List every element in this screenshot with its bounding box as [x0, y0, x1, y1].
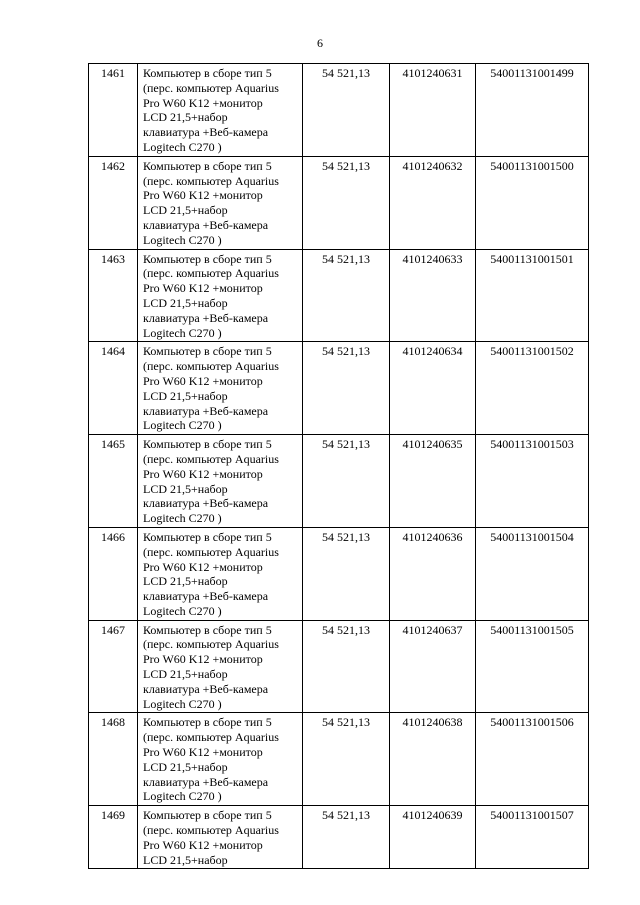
description-line: Pro W60 K12 +монитор: [143, 188, 263, 203]
description-line: клавиатура +Веб-камера: [143, 125, 269, 140]
description-line: Logitech C270 ): [143, 325, 222, 340]
description-cell: [138, 620, 303, 713]
description-line: (перс. компьютер Aquarius: [143, 173, 279, 188]
description-line: Pro W60 K12 +монитор: [143, 559, 263, 574]
inventory-number-cell: 4101240632: [390, 156, 476, 249]
table-row: [89, 620, 589, 713]
inventory-number-cell: 4101240635: [390, 435, 476, 528]
account-code-cell: 54001131001507: [476, 806, 589, 869]
description-line: Logitech C270 ): [143, 603, 222, 618]
account-code-cell: 54001131001505: [476, 620, 589, 713]
description-line: LCD 21,5+набор: [143, 852, 228, 867]
description-line: Logitech C270 ): [143, 696, 222, 711]
description-line: LCD 21,5+набор: [143, 667, 228, 682]
price-cell: 54 521,13: [303, 156, 390, 249]
description-line: LCD 21,5+набор: [143, 295, 228, 310]
description-line: LCD 21,5+набор: [143, 481, 228, 496]
description-line: клавиатура +Веб-камера: [143, 589, 269, 604]
description-line: LCD 21,5+набор: [143, 574, 228, 589]
description-line: Компьютер в сборе тип 5: [143, 344, 272, 359]
description-cell: [138, 342, 303, 435]
description-line: Pro W60 K12 +монитор: [143, 373, 263, 388]
inventory-number-cell: 4101240636: [390, 527, 476, 620]
price-cell: 54 521,13: [303, 713, 390, 806]
inventory-number-cell: 4101240637: [390, 620, 476, 713]
description-line: Pro W60 K12 +монитор: [143, 466, 263, 481]
table-row: [89, 64, 589, 157]
table-row: [89, 156, 589, 249]
table-row: [89, 249, 589, 342]
description-line: Компьютер в сборе тип 5: [143, 715, 272, 730]
description-line: Компьютер в сборе тип 5: [143, 808, 272, 823]
description-line: LCD 21,5+набор: [143, 110, 228, 125]
description-line: Logitech C270 ): [143, 789, 222, 804]
description-line: (перс. компьютер Aquarius: [143, 359, 279, 374]
inventory-number-cell: 4101240638: [390, 713, 476, 806]
description-cell: [138, 527, 303, 620]
price-cell: 54 521,13: [303, 620, 390, 713]
description-line: (перс. компьютер Aquarius: [143, 451, 279, 466]
description-line: (перс. компьютер Aquarius: [143, 80, 279, 95]
account-code-cell: 54001131001499: [476, 64, 589, 157]
row-number-cell: 1464: [89, 342, 138, 435]
inventory-number-cell: 4101240639: [390, 806, 476, 869]
description-line: (перс. компьютер Aquarius: [143, 730, 279, 745]
row-number-cell: 1467: [89, 620, 138, 713]
price-cell: 54 521,13: [303, 527, 390, 620]
description-line: Компьютер в сборе тип 5: [143, 66, 272, 80]
row-number-cell: 1465: [89, 435, 138, 528]
inventory-number-cell: 4101240633: [390, 249, 476, 342]
description-line: (перс. компьютер Aquarius: [143, 544, 279, 559]
table-row: [89, 435, 589, 528]
description-line: LCD 21,5+набор: [143, 203, 228, 218]
description-line: Компьютер в сборе тип 5: [143, 251, 272, 266]
account-code-cell: 54001131001503: [476, 435, 589, 528]
description-line: клавиатура +Веб-камера: [143, 403, 269, 418]
description-cell: [138, 249, 303, 342]
description-line: LCD 21,5+набор: [143, 759, 228, 774]
description-line: клавиатура +Веб-камера: [143, 217, 269, 232]
description-line: Pro W60 K12 +монитор: [143, 652, 263, 667]
price-cell: 54 521,13: [303, 249, 390, 342]
price-cell: 54 521,13: [303, 806, 390, 869]
description-cell: [138, 435, 303, 528]
description-cell: [138, 806, 303, 869]
description-line: клавиатура +Веб-камера: [143, 496, 269, 511]
table-row: [89, 527, 589, 620]
row-number-cell: 1461: [89, 64, 138, 157]
description-cell: [138, 713, 303, 806]
row-number-cell: 1462: [89, 156, 138, 249]
price-cell: 54 521,13: [303, 342, 390, 435]
description-line: (перс. компьютер Aquarius: [143, 266, 279, 281]
description-line: LCD 21,5+набор: [143, 388, 228, 403]
description-line: Logitech C270 ): [143, 139, 222, 154]
description-line: клавиатура +Веб-камера: [143, 310, 269, 325]
table-row: [89, 806, 589, 869]
description-line: Logitech C270 ): [143, 418, 222, 433]
description-line: Logitech C270 ): [143, 232, 222, 247]
table-row: [89, 713, 589, 806]
account-code-cell: 54001131001504: [476, 527, 589, 620]
row-number-cell: 1466: [89, 527, 138, 620]
description-line: (перс. компьютер Aquarius: [143, 637, 279, 652]
table-row: [89, 342, 589, 435]
price-cell: 54 521,13: [303, 435, 390, 528]
description-line: клавиатура +Веб-камера: [143, 774, 269, 789]
inventory-table: [88, 63, 589, 869]
description-line: Компьютер в сборе тип 5: [143, 529, 272, 544]
description-line: Компьютер в сборе тип 5: [143, 437, 272, 452]
inventory-number-cell: 4101240634: [390, 342, 476, 435]
description-line: Pro W60 K12 +монитор: [143, 281, 263, 296]
row-number-cell: 1468: [89, 713, 138, 806]
description-cell: [138, 156, 303, 249]
description-line: (перс. компьютер Aquarius: [143, 823, 279, 838]
account-code-cell: 54001131001502: [476, 342, 589, 435]
inventory-number-cell: 4101240631: [390, 64, 476, 157]
description-line: Pro W60 K12 +монитор: [143, 837, 263, 852]
inventory-table-body: [89, 64, 589, 869]
account-code-cell: 54001131001506: [476, 713, 589, 806]
description-line: Logitech C270 ): [143, 511, 222, 526]
account-code-cell: 54001131001501: [476, 249, 589, 342]
description-line: Компьютер в сборе тип 5: [143, 158, 272, 173]
row-number-cell: 1469: [89, 806, 138, 869]
description-line: Компьютер в сборе тип 5: [143, 622, 272, 637]
price-cell: 54 521,13: [303, 64, 390, 157]
description-line: Pro W60 K12 +монитор: [143, 745, 263, 760]
description-line: Pro W60 K12 +монитор: [143, 95, 263, 110]
account-code-cell: 54001131001500: [476, 156, 589, 249]
page-number: 6: [317, 36, 323, 50]
description-cell: [138, 64, 303, 157]
row-number-cell: 1463: [89, 249, 138, 342]
description-line: клавиатура +Веб-камера: [143, 681, 269, 696]
